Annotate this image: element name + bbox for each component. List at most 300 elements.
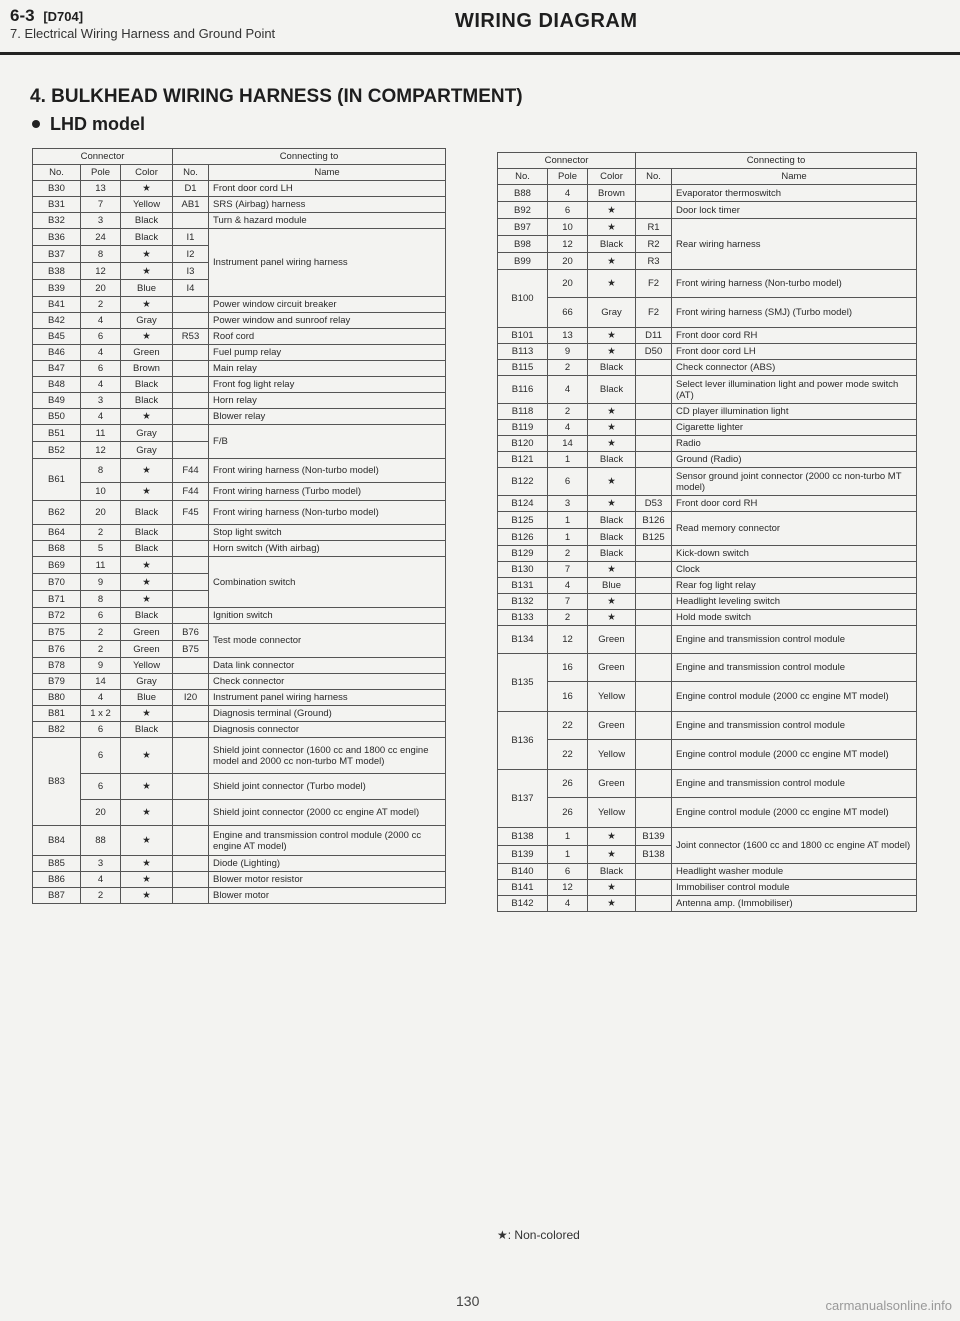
connecting-no [636,740,672,770]
connecting-name: Horn relay [209,393,446,409]
connector-color: ★ [588,270,636,298]
table-row [33,425,446,442]
connector-color: ★ [588,896,636,912]
section-code: [D704] [43,9,84,24]
connector-color: ★ [121,800,173,826]
table-row [498,376,917,404]
pole-count: 9 [548,344,588,360]
connector-color: ★ [121,872,173,888]
connecting-name: Engine control module (2000 cc engine MT model) [672,798,917,828]
pole-count: 6 [81,722,121,738]
connecting-no: B125 [636,529,672,546]
connecting-no: I20 [173,690,209,706]
table-row [33,722,446,738]
pole-count: 14 [548,436,588,452]
page-ref: 6-3 [10,6,35,25]
table-row [498,740,917,770]
pole-count: 12 [81,263,121,280]
table-row [33,229,446,246]
header-color: Color [121,165,173,181]
table-row [33,483,446,501]
connecting-no [636,626,672,654]
connector-no: B85 [33,856,81,872]
connector-no: B125 [498,512,548,529]
table-row [33,361,446,377]
table-row [498,594,917,610]
connecting-name: Clock [672,562,917,578]
connector-no: B76 [33,641,81,658]
connector-color: ★ [588,253,636,270]
connector-color: Blue [121,280,173,297]
connector-color: ★ [588,219,636,236]
connector-color: Black [121,229,173,246]
connecting-name: Engine control module (2000 cc engine MT model) [672,740,917,770]
connecting-name: CD player illumination light [672,404,917,420]
pole-count: 7 [81,197,121,213]
connector-color: Black [121,501,173,525]
connector-color: ★ [121,888,173,904]
connecting-no: F44 [173,459,209,483]
connector-color: ★ [588,436,636,452]
connecting-no [173,888,209,904]
connector-no: B113 [498,344,548,360]
connector-no: B41 [33,297,81,313]
table-row [498,562,917,578]
pole-count: 10 [548,219,588,236]
header-connect-no: No. [636,169,672,185]
pole-count: 6 [81,361,121,377]
connecting-no: R1 [636,219,672,236]
connecting-no: B126 [636,512,672,529]
connecting-name: Engine control module (2000 cc engine MT model) [672,682,917,712]
connecting-name: Front wiring harness (SMJ) (Turbo model) [672,298,917,328]
header-divider [0,52,960,55]
connector-no: B115 [498,360,548,376]
pole-count: 24 [81,229,121,246]
connector-color: ★ [588,562,636,578]
header-connector: Connector [33,149,173,165]
pole-count: 1 [548,828,588,846]
connecting-no [173,377,209,393]
connector-no: B48 [33,377,81,393]
pole-count: 4 [81,313,121,329]
connecting-no [173,213,209,229]
connecting-name: Front door cord RH [672,328,917,344]
connector-color: ★ [588,202,636,219]
connector-color: Black [588,546,636,562]
connecting-name: Engine and transmission control module [672,712,917,740]
connector-no: B50 [33,409,81,425]
table-row [498,496,917,512]
connector-no: B100 [498,270,548,328]
connector-no: B49 [33,393,81,409]
table-row [33,213,446,229]
connecting-no [173,345,209,361]
pole-count: 4 [548,578,588,594]
connector-no: B124 [498,496,548,512]
pole-count: 8 [81,246,121,263]
table-row [33,197,446,213]
table-row [33,181,446,197]
connector-color: Green [588,626,636,654]
connecting-no [636,468,672,496]
connecting-no [173,425,209,442]
connector-color: ★ [121,181,173,197]
header-page-ref [10,6,83,26]
connector-color: ★ [121,856,173,872]
pole-count: 1 [548,512,588,529]
connector-color: Green [588,654,636,682]
pole-count: 4 [548,376,588,404]
pole-count: 3 [81,393,121,409]
connecting-name: Shield joint connector (2000 cc engine AT model) [209,800,446,826]
connecting-no [636,185,672,202]
connector-color: ★ [588,404,636,420]
connector-no: B83 [33,738,81,826]
connector-color: ★ [588,496,636,512]
connector-color: Black [588,512,636,529]
connecting-no [173,774,209,800]
connector-no: B120 [498,436,548,452]
pole-count: 16 [548,682,588,712]
connector-color: Brown [121,361,173,377]
connecting-no: R3 [636,253,672,270]
connecting-no [636,798,672,828]
pole-count: 2 [81,525,121,541]
pole-count: 1 [548,529,588,546]
connector-color: ★ [121,459,173,483]
table-row [498,452,917,468]
section-subtitle-text: LHD model [50,114,146,134]
connecting-no: B138 [636,846,672,864]
connecting-no [173,872,209,888]
pole-count: 4 [81,690,121,706]
pole-count: 20 [81,800,121,826]
pole-count: 14 [81,674,121,690]
pole-count: 88 [81,826,121,856]
connector-color: ★ [121,557,173,574]
pole-count: 22 [548,740,588,770]
connector-color: ★ [588,828,636,846]
connector-color: ★ [121,774,173,800]
connector-no: B47 [33,361,81,377]
connecting-no [173,826,209,856]
pole-count: 6 [548,864,588,880]
bullet-icon [32,120,40,128]
connecting-name: Radio [672,436,917,452]
connecting-no [173,608,209,624]
table-row [498,219,917,236]
connecting-name: Sensor ground joint connector (2000 cc non-turbo MT model) [672,468,917,496]
pole-count: 4 [548,896,588,912]
connecting-name: Data link connector [209,658,446,674]
connecting-no [636,202,672,219]
connector-color: Yellow [121,658,173,674]
connector-color: Brown [588,185,636,202]
table-row [498,328,917,344]
connecting-no [636,436,672,452]
connecting-name: Front door cord LH [209,181,446,197]
connector-table-right [497,152,917,912]
table-row [498,610,917,626]
table-row [33,329,446,345]
connector-color: Black [121,541,173,557]
pole-count: 13 [81,181,121,197]
connector-color: ★ [588,328,636,344]
table-row [498,360,917,376]
connector-color: ★ [588,880,636,896]
connecting-no: F2 [636,270,672,298]
connector-color: ★ [588,420,636,436]
connecting-no [636,360,672,376]
connector-color: Green [121,624,173,641]
table-row [498,344,917,360]
connector-no: B122 [498,468,548,496]
pole-count: 7 [548,562,588,578]
connector-no: B119 [498,420,548,436]
pole-count: 6 [81,738,121,774]
pole-count: 6 [548,468,588,496]
connecting-no [636,404,672,420]
connector-color: Black [588,529,636,546]
page-number: 130 [456,1293,480,1309]
connecting-no [636,594,672,610]
table-row [498,682,917,712]
connector-no: B116 [498,376,548,404]
connecting-name: Engine and transmission control module [672,626,917,654]
connector-table-left [32,148,446,904]
connector-no: B38 [33,263,81,280]
pole-count: 66 [548,298,588,328]
header-connector: Connector [498,153,636,169]
connector-color: ★ [121,329,173,345]
connecting-name: Evaporator thermoswitch [672,185,917,202]
connecting-no [173,442,209,459]
table-row [498,185,917,202]
connecting-no [173,557,209,574]
connecting-name: Check connector (ABS) [672,360,917,376]
pole-count: 2 [81,888,121,904]
table-row [33,888,446,904]
pole-count: 3 [548,496,588,512]
connector-no: B71 [33,591,81,608]
connecting-no [636,896,672,912]
table-row [33,608,446,624]
connecting-name: Diagnosis connector [209,722,446,738]
header-connecting-to: Connecting to [173,149,446,165]
connector-color: Black [588,376,636,404]
table-row [498,468,917,496]
connector-color: Green [121,641,173,658]
connecting-name: Front door cord LH [672,344,917,360]
connecting-name: Front wiring harness (Non-turbo model) [209,459,446,483]
pole-count: 4 [81,409,121,425]
connecting-name: Kick-down switch [672,546,917,562]
connecting-no: F45 [173,501,209,525]
table-row [498,512,917,529]
table-row [498,202,917,219]
connector-no: B45 [33,329,81,345]
connector-no: B135 [498,654,548,712]
table-row [498,270,917,298]
table-row [498,546,917,562]
connector-color: Black [588,864,636,880]
connecting-no [173,856,209,872]
connector-color: ★ [588,594,636,610]
table-row [33,738,446,774]
table-row [33,856,446,872]
connecting-name: Front door cord RH [672,496,917,512]
connector-no: B39 [33,280,81,297]
connecting-no [636,578,672,594]
table-row [33,557,446,574]
table-row [498,654,917,682]
connector-color: ★ [121,826,173,856]
connecting-no: B76 [173,624,209,641]
connector-no: B75 [33,624,81,641]
connector-color: ★ [121,246,173,263]
connecting-name: Main relay [209,361,446,377]
connector-no: B79 [33,674,81,690]
connecting-no [173,738,209,774]
connecting-no [636,562,672,578]
table-row [33,690,446,706]
connecting-name: Headlight washer module [672,864,917,880]
connecting-name: Diode (Lighting) [209,856,446,872]
header-no: No. [498,169,548,185]
connecting-name: Check connector [209,674,446,690]
pole-count: 6 [81,774,121,800]
table-row [498,626,917,654]
connector-no: B130 [498,562,548,578]
connector-no: B80 [33,690,81,706]
table-row [498,436,917,452]
pole-count: 22 [548,712,588,740]
connecting-name: Instrument panel wiring harness [209,690,446,706]
connecting-no [173,574,209,591]
table-row [33,345,446,361]
table-row [498,298,917,328]
connector-no: B64 [33,525,81,541]
connecting-name: Read memory connector [672,512,917,546]
connector-no: B36 [33,229,81,246]
header-pole: Pole [81,165,121,181]
table-row [498,864,917,880]
connector-no: B31 [33,197,81,213]
connector-no: B52 [33,442,81,459]
pole-count: 9 [81,658,121,674]
pole-count: 2 [81,297,121,313]
connector-no: B70 [33,574,81,591]
connecting-no: B75 [173,641,209,658]
connector-no: B68 [33,541,81,557]
table-row [498,798,917,828]
connector-color: Blue [588,578,636,594]
table-row [33,377,446,393]
pole-count: 1 x 2 [81,706,121,722]
pole-count: 6 [81,329,121,345]
footnote: ★: Non-colored [497,1228,580,1242]
connector-color: ★ [588,846,636,864]
connecting-name: Rear fog light relay [672,578,917,594]
connecting-no [173,297,209,313]
pole-count: 9 [81,574,121,591]
connecting-no [173,541,209,557]
table-row [33,872,446,888]
connector-no: B101 [498,328,548,344]
connector-color: Blue [121,690,173,706]
connecting-name: Instrument panel wiring harness [209,229,446,297]
pole-count: 3 [81,213,121,229]
connecting-no [173,525,209,541]
connecting-name: Front fog light relay [209,377,446,393]
table-row [33,674,446,690]
pole-count: 4 [81,872,121,888]
table-row [33,459,446,483]
connecting-name: Engine and transmission control module (2000 cc engine AT model) [209,826,446,856]
connector-no: B121 [498,452,548,468]
connecting-no: D53 [636,496,672,512]
pole-count: 3 [81,856,121,872]
table-row [33,624,446,641]
pole-count: 4 [81,345,121,361]
connector-color: ★ [121,409,173,425]
table-row [33,706,446,722]
pole-count: 2 [81,641,121,658]
connector-no: B142 [498,896,548,912]
connecting-name: Engine and transmission control module [672,770,917,798]
connecting-name: Power window and sunroof relay [209,313,446,329]
connector-color: Black [121,722,173,738]
connecting-no [173,361,209,377]
header-color: Color [588,169,636,185]
connector-color: ★ [588,468,636,496]
connector-no: B51 [33,425,81,442]
pole-count: 20 [81,501,121,525]
connecting-no [636,880,672,896]
connecting-no: D11 [636,328,672,344]
connecting-no: D50 [636,344,672,360]
connector-no: B134 [498,626,548,654]
connector-no: B46 [33,345,81,361]
pole-count: 2 [548,546,588,562]
connector-no: B81 [33,706,81,722]
connecting-no [173,800,209,826]
connecting-no [636,770,672,798]
connecting-no: B139 [636,828,672,846]
pole-count: 26 [548,770,588,798]
connecting-no: F44 [173,483,209,501]
connector-color: Black [588,360,636,376]
pole-count: 12 [81,442,121,459]
connecting-name: Cigarette lighter [672,420,917,436]
connector-no: B129 [498,546,548,562]
connecting-name: Blower motor resistor [209,872,446,888]
pole-count: 20 [81,280,121,297]
header-no: No. [33,165,81,181]
connecting-name: Power window circuit breaker [209,297,446,313]
connector-color: Black [121,393,173,409]
connector-color: Green [121,345,173,361]
watermark: carmanualsonline.info [825,1298,952,1313]
connector-no: B118 [498,404,548,420]
connecting-name: Hold mode switch [672,610,917,626]
connector-no: B137 [498,770,548,828]
connecting-name: Ground (Radio) [672,452,917,468]
connecting-no [173,591,209,608]
connector-no: B86 [33,872,81,888]
connecting-no [173,393,209,409]
